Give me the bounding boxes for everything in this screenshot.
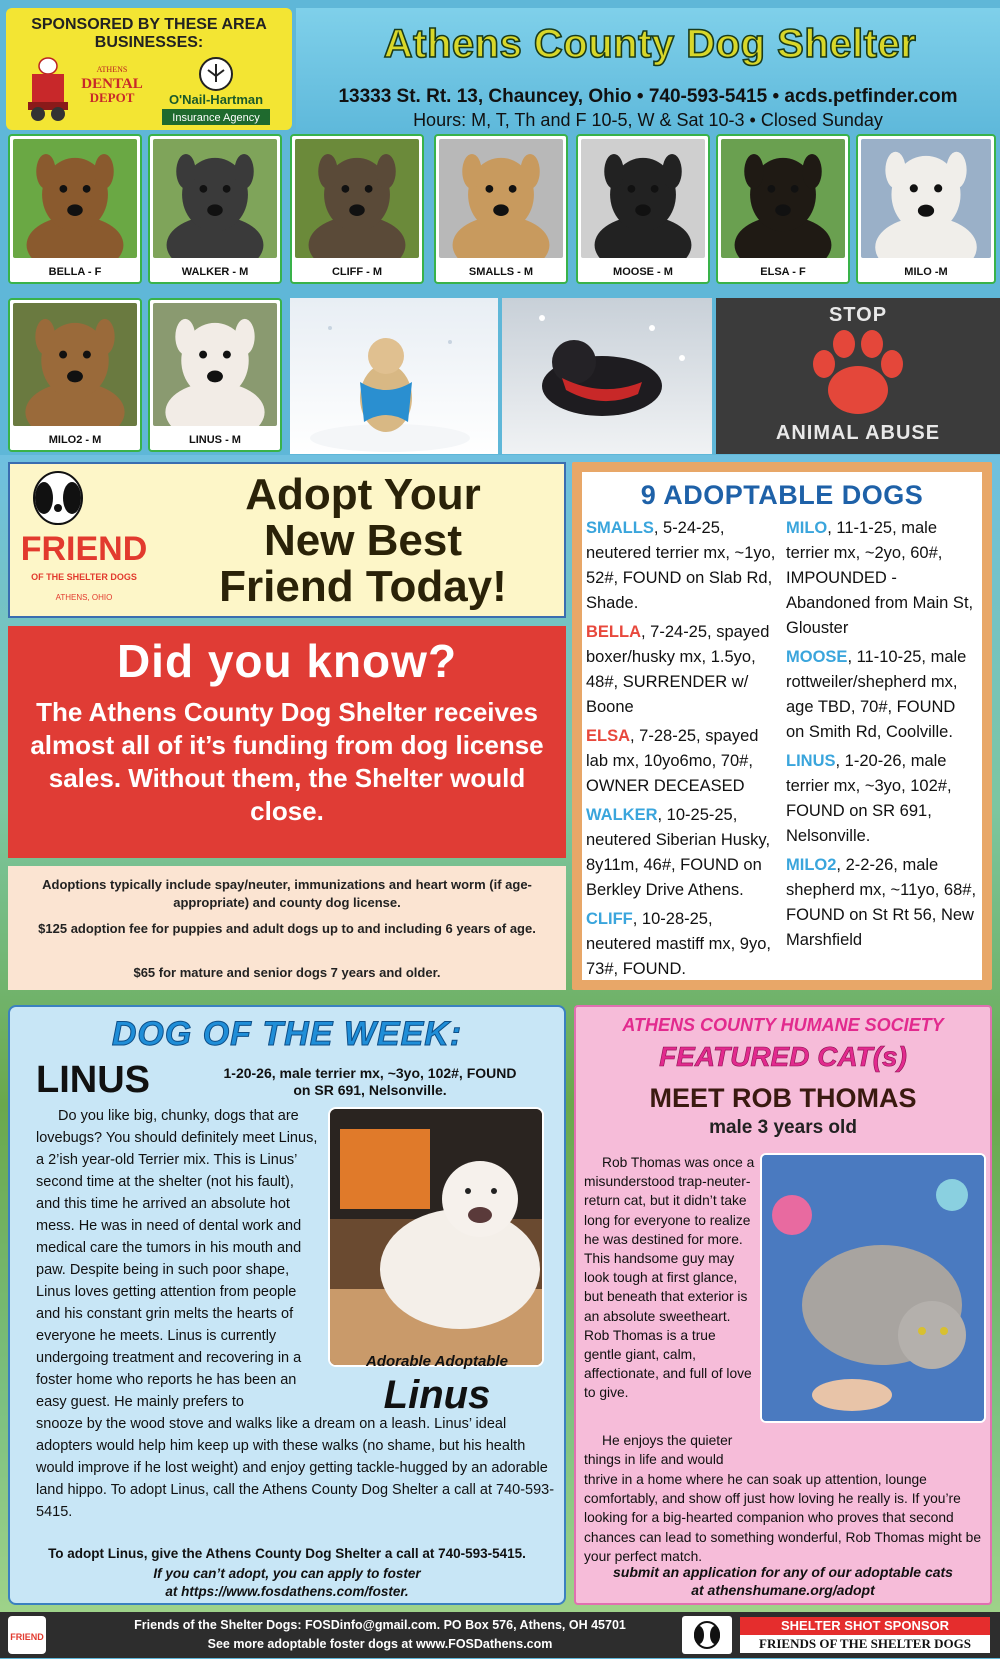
adoptable-entry-text: , 10-25-25, neutered Siberian Husky, 8y11m, 46#, FOUND on Berkley Drive Athens. (586, 806, 771, 899)
dog-logo-icon (682, 1616, 732, 1654)
dog-photo-card (8, 298, 142, 452)
footer-contact: Friends of the Shelter Dogs: FOSDinfo@gmail.com. PO Box 576, Athens, OH 45701 (134, 1618, 626, 1632)
fees-young: $125 adoption fee for puppies and adult dogs up to and including 6 years of age. (38, 921, 536, 936)
shelter-address: 13333 St. Rt. 13, Chauncey, Ohio • 740-593-5415 • acds.petfinder.com (338, 86, 958, 107)
dog-photo-caption: LINUS - M (189, 434, 241, 446)
page-footer (0, 1612, 1000, 1658)
dog-photo-caption: SMALLS - M (468, 266, 534, 278)
did-you-know-box (8, 626, 566, 858)
shelter-shot-sponsor: SHELTER SHOT SPONSOR FRIENDS OF THE SHELTER DOGS (740, 1617, 990, 1653)
dog-photo (721, 139, 845, 258)
linus-photo (328, 1107, 544, 1367)
dog-photo-card (716, 134, 850, 284)
sponsor-box (6, 8, 292, 130)
dotw-foster-line: If you can’t adopt, you can apply to foster at https://www.fosdathens.com/foster. (10, 1565, 564, 1601)
adoptable-entry-text: , 1-20-26, male terrier mx, ~3yo, 102#, FOUND on SR 691, Nelsonville. (786, 752, 952, 845)
friend-logo-small (8, 1616, 46, 1654)
stop-text: STOP (828, 304, 888, 326)
dog-photo-card (290, 134, 424, 284)
dog-photo (13, 303, 137, 426)
friend-logo (18, 468, 164, 610)
dog-photo (439, 139, 563, 258)
foster-link[interactable]: at https://www.fosdathens.com/foster. (165, 1584, 409, 1599)
adoptable-entry (586, 803, 776, 903)
adoptable-entry (586, 724, 776, 799)
onail-hartman-logo (156, 56, 276, 128)
dog-photo-card (148, 134, 282, 284)
fees-senior: $65 for mature and senior dogs 7 years and older. (133, 965, 441, 980)
adoptable-entry-text: , 2-2-26, male shepherd mx, ~11yo, 68#, FOUND on St Rt 56, New Marshfield (786, 856, 977, 949)
dog-photo-card (148, 298, 282, 452)
dog-photo-card (8, 134, 142, 284)
adoptable-entry-name: SMALLS (586, 519, 654, 537)
adoptable-entry (586, 907, 776, 982)
adoptable-entry-name: LINUS (786, 752, 836, 770)
dog-photo-caption: BELLA - F (48, 266, 102, 278)
adoptable-entry-text: , 5-24-25, neutered terrier mx, ~1yo, 52#, FOUND on Slab Rd, Shade. (586, 519, 776, 612)
cat-photo (760, 1153, 986, 1423)
adoptable-entry-name: ELSA (586, 727, 631, 745)
svg-text:FRIEND: FRIEND (10, 1632, 44, 1642)
featured-cat-heading: FEATURED CAT(s) (659, 1041, 907, 1072)
cat-story-p2b: thrive in a home where he can soak up attention, lounge comfortably, and show off just how loving he really is. If you’re looking for a big-hearted companion who proves that second chances can lead to something wonderful, Rob Thomas might be your perfect match. (584, 1472, 982, 1564)
fees-includes: Adoptions typically include spay/neuter, immunizations and heart worm (if age-appropriate) and county dog license. (42, 877, 532, 910)
adoptable-entry-name: WALKER (586, 806, 658, 824)
dotw-adopt-line: To adopt Linus, give the Athens County Dog Shelter a call at 740-593-5415. (48, 1546, 526, 1561)
adoptable-entry (586, 516, 776, 616)
svg-text:ATHENS: ATHENS (96, 65, 128, 74)
sponsor-title: SPONSORED BY THESE AREA BUSINESSES: (31, 16, 267, 51)
adoptable-entry (586, 620, 776, 720)
adopt-banner (8, 462, 566, 618)
dog-photo (153, 139, 277, 258)
adoptable-entry-text: , 11-1-25, male terrier mx, ~2yo, 60#, IMPOUNDED - Abandoned from Main St, Glouster (786, 519, 974, 637)
dog-photo-caption: MOOSE - M (613, 266, 673, 278)
cat-details: male 3 years old (709, 1117, 857, 1138)
humane-adopt-link[interactable]: at athenshumane.org/adopt (691, 1582, 875, 1598)
dog-photo-card (434, 134, 568, 284)
adoptable-entry-text: , 7-28-25, spayed lab mx, 10yo6mo, 70#, OWNER DECEASED (586, 727, 759, 795)
adoptable-entry (786, 749, 978, 849)
cat-story-p1: Rob Thomas was once a misunderstood trap-neuter-return cat, but it didn’t take long for everyone to realize he was destined for more. This handsome guy may look tough at first glance, but beneath that exterior is an absolute sweetheart. Rob Thomas is a true gentle giant, calm, affectionate, and full of love to give. (584, 1155, 755, 1401)
dog-photo (581, 139, 705, 258)
stop-animal-abuse-graphic (716, 298, 1000, 454)
svg-text:Insurance Agency: Insurance Agency (172, 112, 260, 124)
snow-dog-photo-2 (502, 298, 712, 454)
shelter-hours: Hours: M, T, Th and F 10-5, W & Sat 10-3 • Closed Sunday (413, 110, 883, 130)
adoptable-entry-name: MOOSE (786, 648, 848, 666)
dotw-info: 1-20-26, male terrier mx, ~3yo, 102#, FOUND on SR 691, Nelsonville. (223, 1065, 517, 1098)
dog-photo-caption: MILO2 - M (48, 434, 102, 446)
adoptable-dogs-board (572, 462, 992, 990)
dog-photo-caption: MILO -M (904, 266, 948, 278)
featured-cat-box (574, 1005, 992, 1605)
svg-text:DEPOT: DEPOT (89, 90, 135, 105)
svg-text:O'Nail-Hartman: O'Nail-Hartman (168, 92, 264, 107)
did-you-know-body: The Athens County Dog Shelter receives almost all of it’s funding from dog license sales. Without them, the Shelter would close. (30, 697, 544, 826)
svg-text:DENTAL: DENTAL (81, 76, 143, 92)
adoptable-entry-name: BELLA (586, 623, 641, 641)
dog-of-the-week (8, 1005, 566, 1605)
humane-society-name: ATHENS COUNTY HUMANE SOCIETY (622, 1015, 944, 1035)
cat-story-p2a: He enjoys the quieter things in life and would (584, 1433, 733, 1468)
dog-photo (153, 303, 277, 426)
svg-text:OF THE SHELTER DOGS: OF THE SHELTER DOGS (31, 572, 137, 582)
cat-name: MEET ROB THOMAS (649, 1083, 917, 1113)
animal-abuse-text: ANIMAL ABUSE (775, 422, 941, 444)
cat-submit: submit an application for any of our adoptable cats at athenshumane.org/adopt (576, 1563, 990, 1599)
dotw-story-top: Do you like big, chunky, dogs that are lovebugs? You should definitely meet Linus, a 2’ish year-old Terrier mix. This is Linus’ second time at the shelter (not his fault), and this time he arrived an absolute hot mess. He was in need of dental work and medical care the tumors in his mouth and paw. Despite being in such poor shape, Linus loves getting attention from people and his constant grin melts the hearts of everyone he meets. Linus is currently undergoing treatment and recovering in a foster home who reports he has been an easy guest. He mainly prefers to (36, 1108, 318, 1410)
dotw-heading: DOG OF THE WEEK: (111, 1015, 463, 1053)
dog-photo-caption: ELSA - F (760, 266, 806, 278)
dog-photo-caption: WALKER - M (181, 266, 249, 278)
paw-print-icon (808, 328, 908, 420)
adoptable-right-column (786, 516, 978, 957)
footer-foster-link[interactable]: See more adoptable foster dogs at www.FOSDathens.com (207, 1637, 553, 1651)
adoptable-entry (786, 516, 978, 641)
adoptable-title: 9 ADOPTABLE DOGS (640, 480, 924, 510)
adoptable-left-column (586, 516, 776, 986)
did-you-know-heading: Did you know? (116, 635, 458, 687)
dog-photo (13, 139, 137, 258)
svg-text:ATHENS, OHIO: ATHENS, OHIO (55, 593, 113, 602)
dog-photo-card (856, 134, 996, 284)
adopt-headline: Adopt Your New Best Friend Today! (219, 470, 507, 611)
adoptable-entry-name: MILO (786, 519, 828, 537)
adoption-fees-box (8, 866, 566, 990)
adoptable-entry-name: MILO2 (786, 856, 837, 874)
dog-photo (861, 139, 991, 258)
dog-photo-caption: CLIFF - M (331, 266, 383, 278)
linus-caption-big: Linus (383, 1373, 491, 1417)
shelter-title: Athens County Dog Shelter (383, 22, 917, 66)
dental-depot-logo (26, 56, 154, 124)
dotw-name: LINUS (36, 1059, 150, 1101)
linus-caption-small: Adorable Adoptable (366, 1353, 508, 1370)
dog-photo-card (576, 134, 710, 284)
snow-dog-photo (290, 298, 498, 454)
dotw-story-bottom: snooze by the wood stove and walks like a dream on a leash. Linus’ ideal adopters would help him keep up with these walks (no shame, but his health would improve if he lost weight) and enjoy getting tackle-hugged by an adorable land hippo. To adopt Linus, call the Athens County Dog Shelter a call at 740-593-5415. (36, 1416, 555, 1520)
adoptable-entry-text: , 7-24-25, spayed boxer/husky mx, 1.5yo, 48#, SURRENDER w/ Boone (586, 623, 770, 716)
adoptable-entry-text: , 10-28-25, neutered mastiff mx, 9yo, 73#, FOUND. (586, 910, 771, 978)
svg-text:FRIEND: FRIEND (20, 530, 148, 568)
dog-photo (295, 139, 419, 258)
page-header (296, 8, 1000, 130)
adoptable-entry-text: , 11-10-25, male rottweiler/shepherd mx, age TBD, 70#, FOUND on Smith Rd, Coolville. (786, 648, 967, 741)
adoptable-entry-name: CLIFF (586, 910, 633, 928)
adoptable-entry (786, 645, 978, 745)
adoptable-entry (786, 853, 978, 953)
